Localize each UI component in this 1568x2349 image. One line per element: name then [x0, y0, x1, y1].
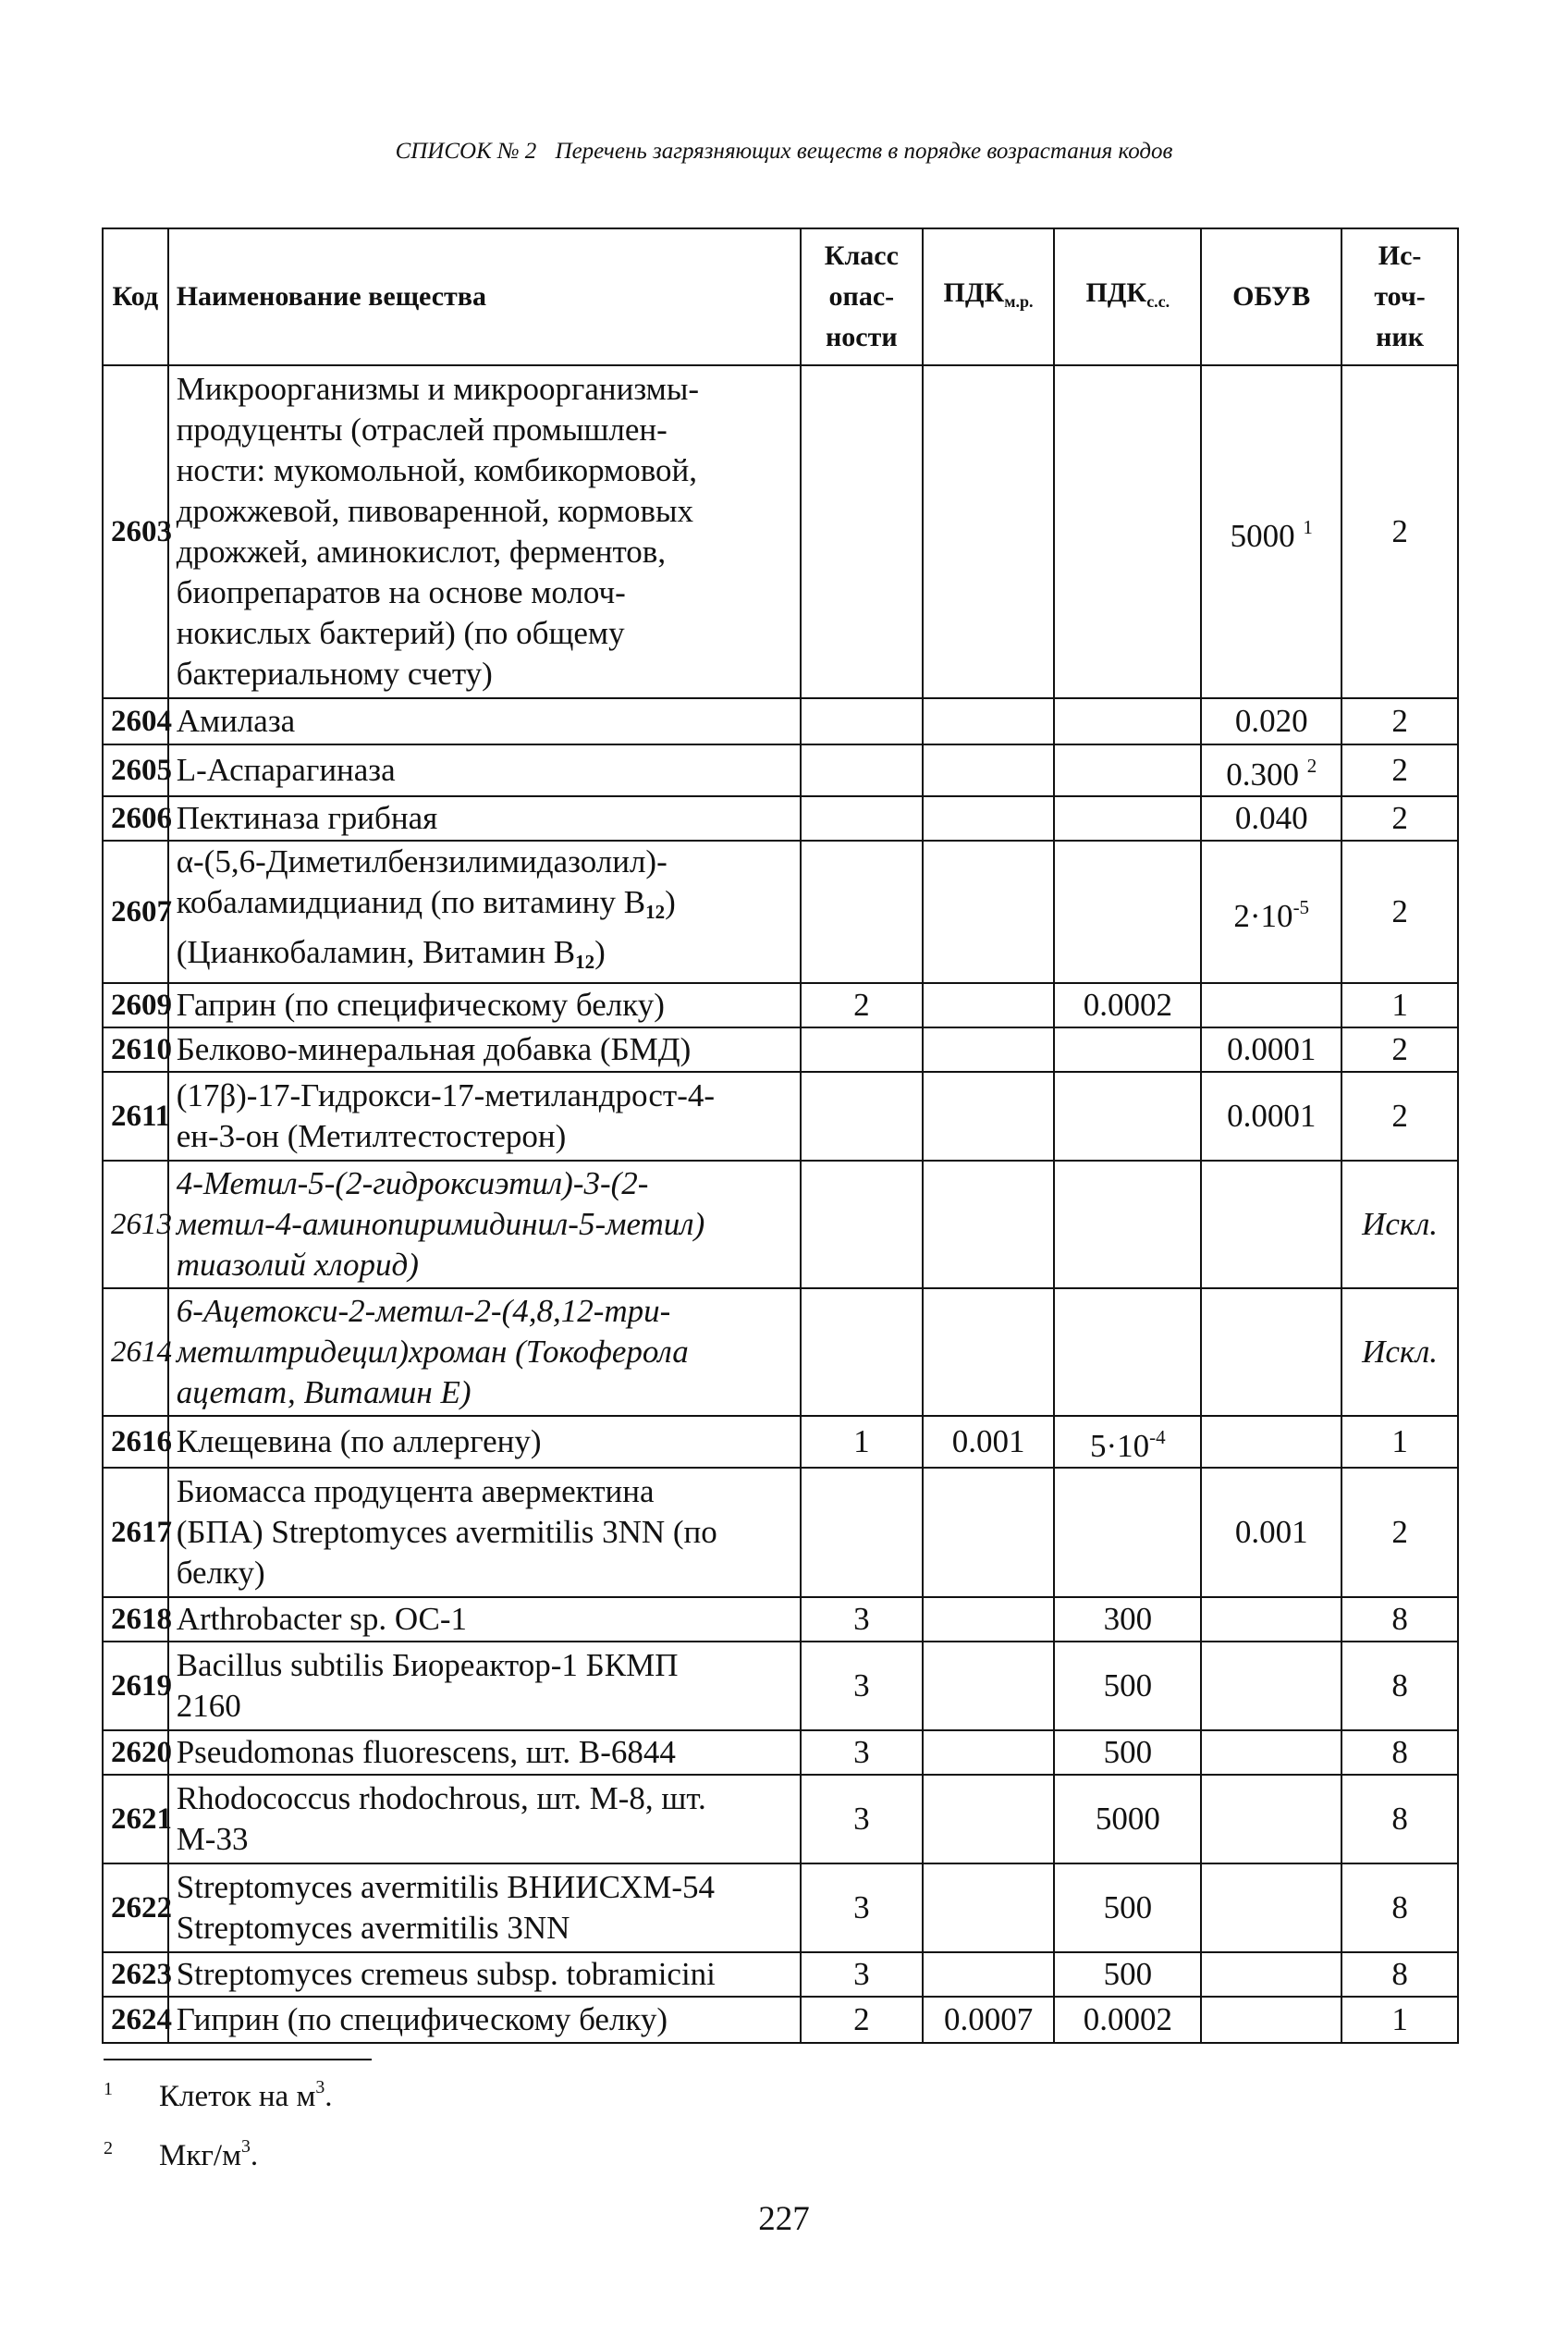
row-code: 2610 — [103, 1027, 168, 1072]
row-hazard — [801, 1027, 923, 1072]
row-obuv — [1201, 1863, 1341, 1952]
row-pdk-ss: 500 — [1054, 1863, 1201, 1952]
row-hazard: 3 — [801, 1775, 923, 1863]
row-hazard: 1 — [801, 1416, 923, 1468]
table-row — [103, 1997, 1458, 2043]
row-code: 2617 — [103, 1468, 168, 1597]
footnote-ref: 1 — [1303, 516, 1313, 538]
row-source: 8 — [1341, 1730, 1458, 1775]
table-row — [103, 1775, 1458, 1863]
table-row — [103, 1642, 1458, 1730]
row-pdk-mr: 0.001 — [923, 1416, 1054, 1468]
row-name: Гиприн (по специфическому белку) — [168, 1997, 801, 2043]
row-name: Streptomyces avermitilis ВНИИСХМ-54 Streptomyces avermitilis 3NN — [168, 1863, 801, 1952]
row-hazard — [801, 1288, 923, 1416]
footnote-mark: 1 — [104, 2079, 113, 2099]
row-name: Bacillus subtilis Биореактор-1 БКМП 2160 — [168, 1642, 801, 1730]
row-name: Arthrobacter sp. ОС-1 — [168, 1597, 801, 1642]
row-pdk-ss — [1054, 1288, 1201, 1416]
row-code: 2604 — [103, 698, 168, 744]
row-hazard: 3 — [801, 1642, 923, 1730]
table-row — [103, 1161, 1458, 1288]
col-obuv-header: ОБУВ — [1201, 228, 1341, 365]
row-code: 2619 — [103, 1642, 168, 1730]
row-pdk-ss — [1054, 1027, 1201, 1072]
row-obuv — [1201, 1161, 1341, 1288]
row-name: Гаприн (по специфическому белку) — [168, 983, 801, 1027]
row-obuv: 5000 $^1$ — [1201, 365, 1341, 698]
row-code: 2606 — [103, 796, 168, 841]
row-source: 8 — [1341, 1952, 1458, 1997]
row-pdk-ss: 0.0002 — [1054, 1997, 1201, 2043]
row-source: 2 — [1341, 1027, 1458, 1072]
row-code: 2623 — [103, 1952, 168, 1997]
footnote: 2 Мкг/$м^3$. — [104, 2121, 332, 2181]
row-hazard — [801, 841, 923, 983]
table-row — [103, 1288, 1458, 1416]
row-obuv: 0.040 — [1201, 796, 1341, 841]
row-source: 2 — [1341, 744, 1458, 796]
row-code: 2605 — [103, 744, 168, 796]
row-source: Искл. — [1341, 1288, 1458, 1416]
row-pdk-mr — [923, 1863, 1054, 1952]
row-pdk-mr — [923, 1952, 1054, 1997]
footnote: 1 Клеток на $м^3$. — [104, 2062, 332, 2121]
row-pdk-mr: 0.0007 — [923, 1997, 1054, 2043]
row-pdk-mr — [923, 983, 1054, 1027]
row-obuv: 0.300 $^2$ — [1201, 744, 1341, 796]
pollutants-table — [102, 228, 1459, 2044]
row-hazard: 3 — [801, 1952, 923, 1997]
row-code: 2603 — [103, 365, 168, 698]
row-obuv — [1201, 1597, 1341, 1642]
col-hazard-header: Класс опас- ности — [801, 228, 923, 365]
row-source: 8 — [1341, 1863, 1458, 1952]
col-pdk-ss-header: $ПДК_{с.с.}$ — [1054, 228, 1201, 365]
row-obuv: 0.020 — [1201, 698, 1341, 744]
row-name: L-Аспарагиназа — [168, 744, 801, 796]
col-code-header: Код — [103, 228, 168, 365]
row-pdk-mr — [923, 698, 1054, 744]
row-pdk-ss — [1054, 1468, 1201, 1597]
row-pdk-mr — [923, 1072, 1054, 1161]
row-code: 2616 — [103, 1416, 168, 1468]
row-pdk-mr — [923, 841, 1054, 983]
row-code: 2614 — [103, 1288, 168, 1416]
row-name: 6-Ацетокси-2-метил-2-(4,8,12-три- метилтридецил)хроман (Токоферола ацетат, Витамин Е) — [168, 1288, 801, 1416]
row-hazard — [801, 1161, 923, 1288]
row-obuv — [1201, 1642, 1341, 1730]
row-code: 2622 — [103, 1863, 168, 1952]
footnote-mark: 2 — [104, 2138, 113, 2158]
row-source: 2 — [1341, 841, 1458, 983]
row-source: 2 — [1341, 365, 1458, 698]
row-pdk-ss: 0.0002 — [1054, 983, 1201, 1027]
row-hazard — [801, 365, 923, 698]
row-pdk-mr — [923, 1161, 1054, 1288]
col-pdk-mr-header: $ПДК_{м.р.}$ — [923, 228, 1054, 365]
row-source: 8 — [1341, 1775, 1458, 1863]
row-pdk-ss — [1054, 1161, 1201, 1288]
row-pdk-mr — [923, 796, 1054, 841]
row-name: Streptomyces cremeus subsp. tobramicini — [168, 1952, 801, 1997]
row-hazard: 3 — [801, 1597, 923, 1642]
row-hazard — [801, 1072, 923, 1161]
row-obuv — [1201, 1288, 1341, 1416]
row-pdk-mr — [923, 1642, 1054, 1730]
row-source: 2 — [1341, 1072, 1458, 1161]
row-pdk-mr — [923, 1288, 1054, 1416]
table-row — [103, 1027, 1458, 1072]
row-name: α-(5,6-Диметилбензилимидазолил)- кобаламидцианид (по витамину $B_{12}$) (Цианкобаламин, Витамин $B_{12}$) — [168, 841, 801, 983]
row-source: Искл. — [1341, 1161, 1458, 1288]
row-pdk-mr — [923, 1468, 1054, 1597]
table-row — [103, 1730, 1458, 1775]
row-name: Клещевина (по аллергену) — [168, 1416, 801, 1468]
row-pdk-ss: 5000 — [1054, 1775, 1201, 1863]
row-source: 1 — [1341, 1997, 1458, 2043]
table-row — [103, 1468, 1458, 1597]
row-code: 2620 — [103, 1730, 168, 1775]
col-source-header: Ис- точ- ник — [1341, 228, 1458, 365]
row-obuv — [1201, 1952, 1341, 1997]
row-pdk-ss — [1054, 744, 1201, 796]
table-row — [103, 796, 1458, 841]
table-row — [103, 1597, 1458, 1642]
row-pdk-ss: 300 — [1054, 1597, 1201, 1642]
row-source: 8 — [1341, 1597, 1458, 1642]
row-source: 2 — [1341, 698, 1458, 744]
table-row — [103, 698, 1458, 744]
table-row — [103, 841, 1458, 983]
row-obuv — [1201, 1416, 1341, 1468]
row-obuv — [1201, 983, 1341, 1027]
footnotes — [104, 2062, 332, 2181]
row-pdk-ss — [1054, 365, 1201, 698]
row-obuv — [1201, 1997, 1341, 2043]
row-obuv: $2\cdot 10^{-5}$ — [1201, 841, 1341, 983]
row-source: 2 — [1341, 796, 1458, 841]
row-pdk-mr — [923, 1730, 1054, 1775]
row-hazard — [801, 698, 923, 744]
table-row — [103, 1952, 1458, 1997]
row-obuv — [1201, 1775, 1341, 1863]
row-name: Пектиназа грибная — [168, 796, 801, 841]
row-pdk-ss: 500 — [1054, 1730, 1201, 1775]
row-name: Белково-минеральная добавка (БМД) — [168, 1027, 801, 1072]
row-source: 1 — [1341, 1416, 1458, 1468]
table-row — [103, 983, 1458, 1027]
table-header-row — [103, 228, 1458, 365]
row-code: 2624 — [103, 1997, 168, 2043]
row-hazard: 2 — [801, 1997, 923, 2043]
list-subtitle: Перечень загрязняющих веществ в порядке возрастания кодов — [555, 139, 1173, 164]
row-code: 2613 — [103, 1161, 168, 1288]
row-source: 2 — [1341, 1468, 1458, 1597]
row-code: 2609 — [103, 983, 168, 1027]
row-source: 8 — [1341, 1642, 1458, 1730]
row-pdk-mr — [923, 365, 1054, 698]
row-name: 4-Метил-5-(2-гидроксиэтил)-3-(2- метил-4-аминопиримидинил-5-метил) тиазолий хлорид) — [168, 1161, 801, 1288]
row-hazard — [801, 744, 923, 796]
row-obuv: 0.001 — [1201, 1468, 1341, 1597]
row-pdk-ss — [1054, 1072, 1201, 1161]
row-name: Pseudomonas fluorescens, шт. В-6844 — [168, 1730, 801, 1775]
row-pdk-ss: $5\cdot 10^{-4}$ — [1054, 1416, 1201, 1468]
row-code: 2621 — [103, 1775, 168, 1863]
table-row — [103, 1072, 1458, 1161]
col-name-header: Наименование вещества — [168, 228, 801, 365]
footnote-divider — [104, 2059, 372, 2060]
row-code: 2607 — [103, 841, 168, 983]
row-name: (17β)-17-Гидрокси-17-метиландрост-4- ен-3-он (Метилтестостерон) — [168, 1072, 801, 1161]
row-code: 2618 — [103, 1597, 168, 1642]
row-name: Амилаза — [168, 698, 801, 744]
row-hazard: 3 — [801, 1863, 923, 1952]
row-pdk-mr — [923, 1775, 1054, 1863]
page-header — [0, 139, 1568, 165]
row-hazard: 2 — [801, 983, 923, 1027]
row-pdk-ss — [1054, 841, 1201, 983]
row-pdk-mr — [923, 744, 1054, 796]
row-obuv — [1201, 1730, 1341, 1775]
row-pdk-ss — [1054, 796, 1201, 841]
row-hazard — [801, 796, 923, 841]
row-pdk-ss: 500 — [1054, 1642, 1201, 1730]
table-row — [103, 744, 1458, 796]
row-name: Биомасса продуцента авермектина (БПА) Streptomyces avermitilis 3NN (по белку) — [168, 1468, 801, 1597]
row-pdk-ss: 500 — [1054, 1952, 1201, 1997]
row-obuv: 0.0001 — [1201, 1072, 1341, 1161]
list-title: СПИСОК № 2 — [395, 139, 537, 164]
row-pdk-mr — [923, 1027, 1054, 1072]
row-hazard — [801, 1468, 923, 1597]
table-row — [103, 365, 1458, 698]
row-code: 2611 — [103, 1072, 168, 1161]
footnote-ref: 2 — [1306, 755, 1317, 777]
table-row — [103, 1416, 1458, 1468]
page-number: 227 — [758, 2200, 810, 2238]
row-hazard: 3 — [801, 1730, 923, 1775]
row-source: 1 — [1341, 983, 1458, 1027]
table-row — [103, 1863, 1458, 1952]
row-pdk-ss — [1054, 698, 1201, 744]
row-name: Rhodococcus rhodochrous, шт. М-8, шт. М-33 — [168, 1775, 801, 1863]
row-name: Микроорганизмы и микроорганизмы- продуценты (отраслей промышлен- ности: мукомольной, комбикормовой, дрожжевой, пивоваренной, кормовых дрожжей, аминокислот, ферментов, биопрепаратов на основе молоч- нокислых бактерий) (по общему бактериальному счету) — [168, 365, 801, 698]
row-obuv: 0.0001 — [1201, 1027, 1341, 1072]
row-pdk-mr — [923, 1597, 1054, 1642]
